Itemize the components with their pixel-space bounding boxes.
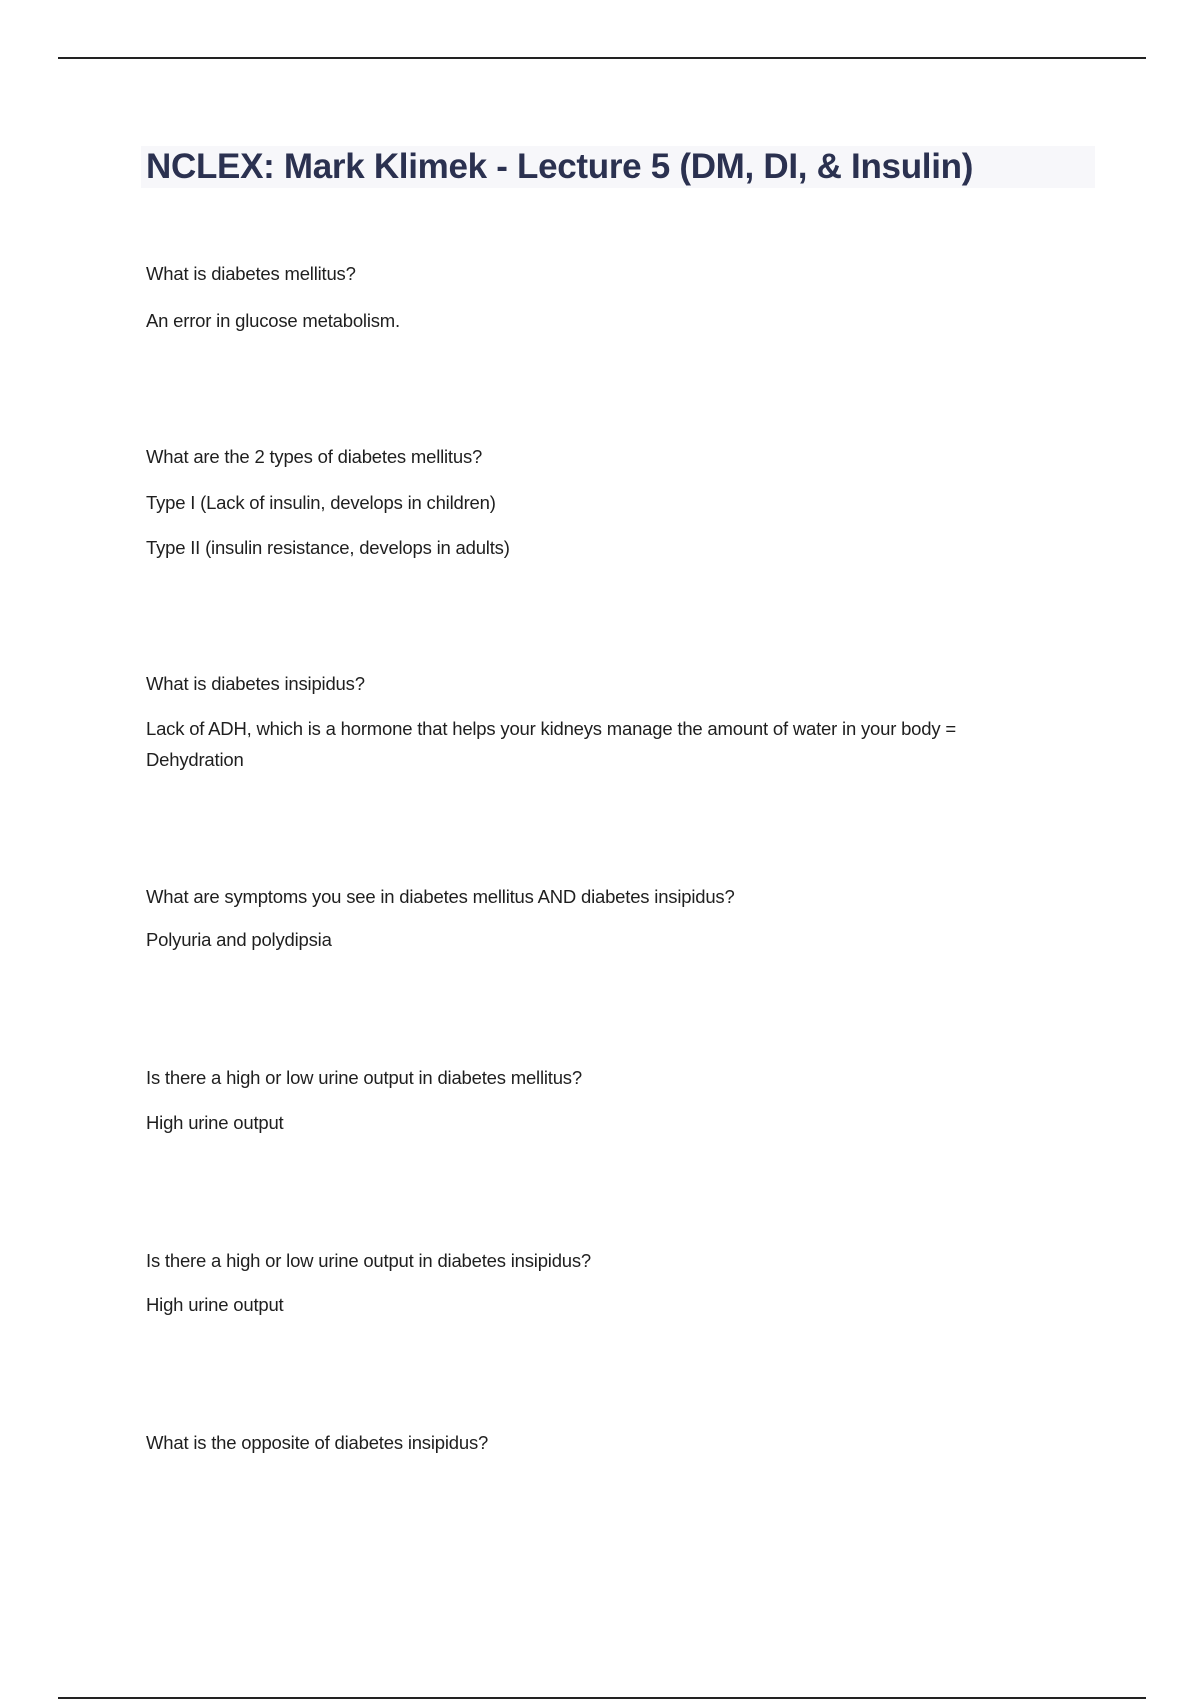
question: What is the opposite of diabetes insipidus? [146,1432,489,1453]
answer: Lack of ADH, which is a hormone that helps your kidneys manage the amount of water in your body = [146,718,956,739]
question: Is there a high or low urine output in diabetes insipidus? [146,1250,592,1271]
top-rule [58,57,1146,59]
answer: High urine output [146,1294,284,1315]
question: Is there a high or low urine output in diabetes mellitus? [146,1067,582,1088]
bottom-rule [58,1697,1146,1699]
question: What are symptoms you see in diabetes mellitus AND diabetes insipidus? [146,886,735,907]
question: What is diabetes insipidus? [146,673,365,694]
document-title: NCLEX: Mark Klimek - Lecture 5 (DM, DI, & Insulin) [146,147,974,186]
question: What is diabetes mellitus? [146,263,356,284]
question: What are the 2 types of diabetes mellitus? [146,446,483,467]
answer: An error in glucose metabolism. [146,310,400,331]
answer: Type I (Lack of insulin, develops in children) [146,492,496,513]
answer: Polyuria and polydipsia [146,929,332,950]
answer: Type II (insulin resistance, develops in adults) [146,537,510,558]
answer: Dehydration [146,749,244,770]
answer: High urine output [146,1112,284,1133]
